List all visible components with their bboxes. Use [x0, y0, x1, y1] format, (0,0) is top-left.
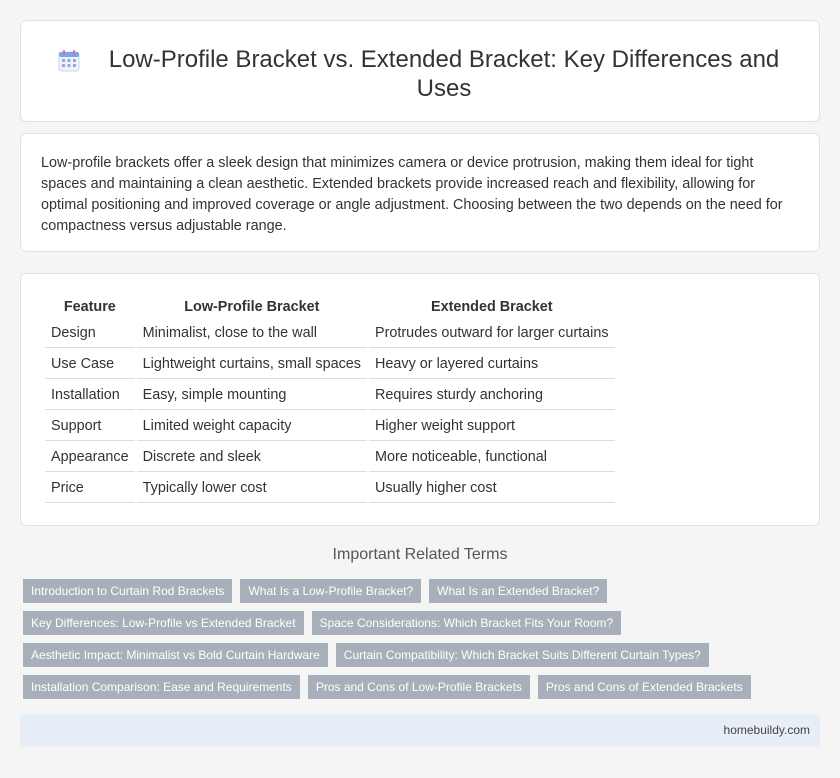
tag-row [23, 643, 813, 667]
table-row [45, 443, 615, 472]
tag-row [23, 579, 813, 603]
header-card [20, 20, 820, 122]
related-term-link[interactable]: Introduction to Curtain Rod Brackets [23, 579, 232, 603]
table-row [45, 474, 615, 503]
related-term-link[interactable]: Space Considerations: Which Bracket Fits Your Room? [312, 611, 621, 635]
table-row [45, 381, 615, 410]
footer [20, 714, 820, 747]
tag-row [23, 611, 813, 635]
table-cell: Discrete and sleek [137, 443, 367, 472]
related-term-link[interactable]: Pros and Cons of Low-Profile Brackets [308, 675, 530, 699]
column-header: Low-Profile Bracket [184, 299, 320, 315]
related-terms-title: Important Related Terms [332, 546, 508, 563]
table-cell: Easy, simple mounting [137, 381, 367, 410]
table-cell: Support [45, 412, 135, 441]
page-title: Low-Profile Bracket vs. Extended Bracket: Key Differences and Uses [108, 46, 780, 102]
footer-site-name: homebuildy.com [723, 723, 810, 737]
table-row [45, 319, 615, 348]
intro-paragraph: Low-profile brackets offer a sleek design that minimizes camera or device protrusion, making them ideal for tight spaces and maintaining a clean aesthetic. Extended brackets provide increased reach and flexibility, allowing for optimal positioning and improved coverage or angle adjustment. Choosing between the two depends on the need for compactness versus adjustable range. [41, 155, 783, 234]
related-term-link[interactable]: Pros and Cons of Extended Brackets [538, 675, 751, 699]
tag-row [23, 675, 813, 699]
comparison-card [20, 273, 820, 526]
table-cell: Price [45, 474, 135, 503]
comparison-table [43, 294, 617, 505]
table-row [45, 412, 615, 441]
table-cell: Minimalist, close to the wall [137, 319, 367, 348]
related-term-link[interactable]: Key Differences: Low-Profile vs Extended Bracket [23, 611, 304, 635]
related-term-link[interactable]: Installation Comparison: Ease and Requirements [23, 675, 300, 699]
related-term-link[interactable]: Curtain Compatibility: Which Bracket Suits Different Curtain Types? [336, 643, 709, 667]
column-header: Extended Bracket [430, 299, 553, 315]
table-cell: Appearance [45, 443, 135, 472]
table-cell: Limited weight capacity [137, 412, 367, 441]
column-header: Feature [63, 299, 116, 315]
table-row [45, 350, 615, 379]
table-cell: Use Case [45, 350, 135, 379]
table-cell: More noticeable, functional [369, 443, 615, 472]
intro-card [20, 133, 820, 252]
related-term-link[interactable]: What Is an Extended Bracket? [429, 579, 607, 603]
table-cell: Heavy or layered curtains [369, 350, 615, 379]
calendar-icon [56, 48, 82, 74]
related-terms-list [23, 579, 813, 707]
table-cell: Protrudes outward for larger curtains [369, 319, 615, 348]
table-cell: Higher weight support [369, 412, 615, 441]
table-cell: Requires sturdy anchoring [369, 381, 615, 410]
related-term-link[interactable]: Aesthetic Impact: Minimalist vs Bold Curtain Hardware [23, 643, 328, 667]
related-term-link[interactable]: What Is a Low-Profile Bracket? [240, 579, 421, 603]
table-cell: Lightweight curtains, small spaces [137, 350, 367, 379]
table-cell: Design [45, 319, 135, 348]
table-cell: Usually higher cost [369, 474, 615, 503]
table-header-row [45, 296, 615, 317]
table-cell: Installation [45, 381, 135, 410]
table-cell: Typically lower cost [137, 474, 367, 503]
